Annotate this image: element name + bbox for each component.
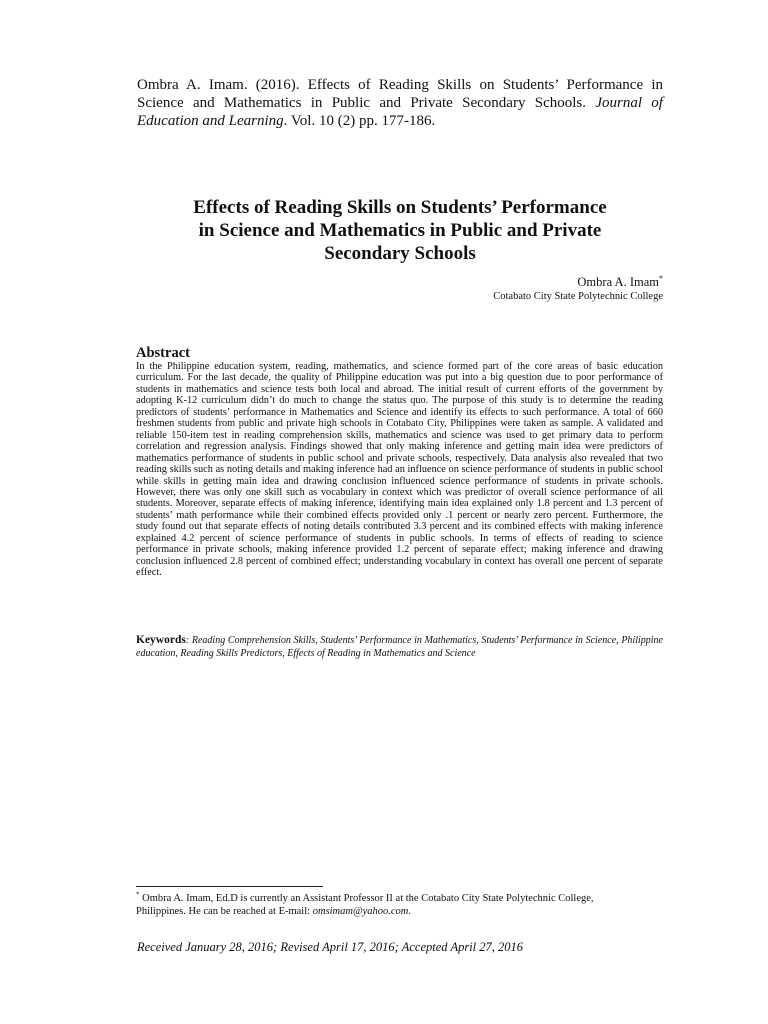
author-block [493, 275, 663, 304]
abstract-heading: Abstract [136, 345, 190, 361]
citation [137, 76, 663, 130]
footnote [136, 892, 626, 918]
paper-title [120, 196, 680, 265]
footnote-marker: * [136, 890, 140, 899]
author-footnote-marker: * [659, 273, 663, 283]
author-affiliation: Cotabato City State Polytechnic College [493, 291, 663, 302]
keywords-label: Keywords [136, 634, 186, 646]
keywords [136, 634, 663, 660]
title-line: Secondary Schools [324, 243, 476, 264]
author-email: omsimam@yahoo.com [312, 906, 409, 917]
received-dates: Received January 28, 2016; Revised April 17, 2016; Accepted April 27, 2016 [137, 940, 524, 954]
footnote-divider [136, 886, 323, 887]
citation-volume: . Vol. 10 (2) pp. 177-186. [283, 113, 436, 129]
author-name [493, 275, 663, 290]
author-name-text: Ombra A. Imam [577, 275, 659, 289]
title-line: in Science and Mathematics in Public and Private [198, 220, 602, 241]
title-line: Effects of Reading Skills on Students’ Performance [193, 197, 607, 218]
abstract-body: In the Philippine education system, reading, mathematics, and science formed part of the core areas of basic education curriculum. For the last decade, the quality of Philippine education was put into a big question due to poor performance of students in mathematics and science tests both local and abroad. The initial result of current efforts of the government by adopting K-12 curriculum didn’t do much to change the status quo. The purpose of this study is to determine the reading predictors of students’ performance in Mathematics and Science and identify its effects to such performance. A total of 660 freshmen students from public and private high schools in Cotabato City, Philippines were taken as sample. A validated and reliable 150-item test in reading comprehension skills, mathematics and science was used to get primary data to perform correlation and regression analysis. Findings showed that only making inference and getting main idea were predictors of mathematics performance of students in public school and private schools, respectively. Data analysis also revealed that two reading skills such as noting details and making inference had an influence on science performance of students in public school while skills in getting main idea and drawing conclusion influenced science performance of students in private schools. However, there was only one skill such as vocabulary in context which was predictor of overall science performance of all students. Moreover, separate effects of making inference, identifying main idea explained only 1.8 percent and 1.3 percent of students’ math performance while their combined effects provided only .1 percent or nearly zero percent. Furthermore, the study found out that separate effects of noting details contributed 3.3 percent and its combined effects with making inference explained 4.2 percent of science performance of students in public schools. In terms of effects of reading to science performance in private schools, making inference provided 1.2 percent of separate effect; making inference and drawing conclusion influenced 2.8 percent of combined effect; understanding vocabulary in context has overall one percent of separate effect. [136, 361, 663, 579]
keywords-list: : Reading Comprehension Skills, Students’ Performance in Mathematics, Students’ Performance in Science, Philippine education, Reading Skills Predictors, Effects of Reading in Mathematics and Science [136, 635, 663, 659]
journal-name: Journal of Education and Learning [137, 95, 663, 129]
citation-text: Ombra A. Imam. (2016). Effects of Reading Skills on Students’ Performance in Science and Mathematics in Public and Private Secondary Schools. [137, 77, 663, 111]
footnote-text: Ombra A. Imam, Ed.D is currently an Assistant Professor II at the Cotabato City State Polytechnic College, Philippines. He can be reached at E-mail: [136, 893, 594, 917]
footnote-end: . [408, 906, 412, 917]
